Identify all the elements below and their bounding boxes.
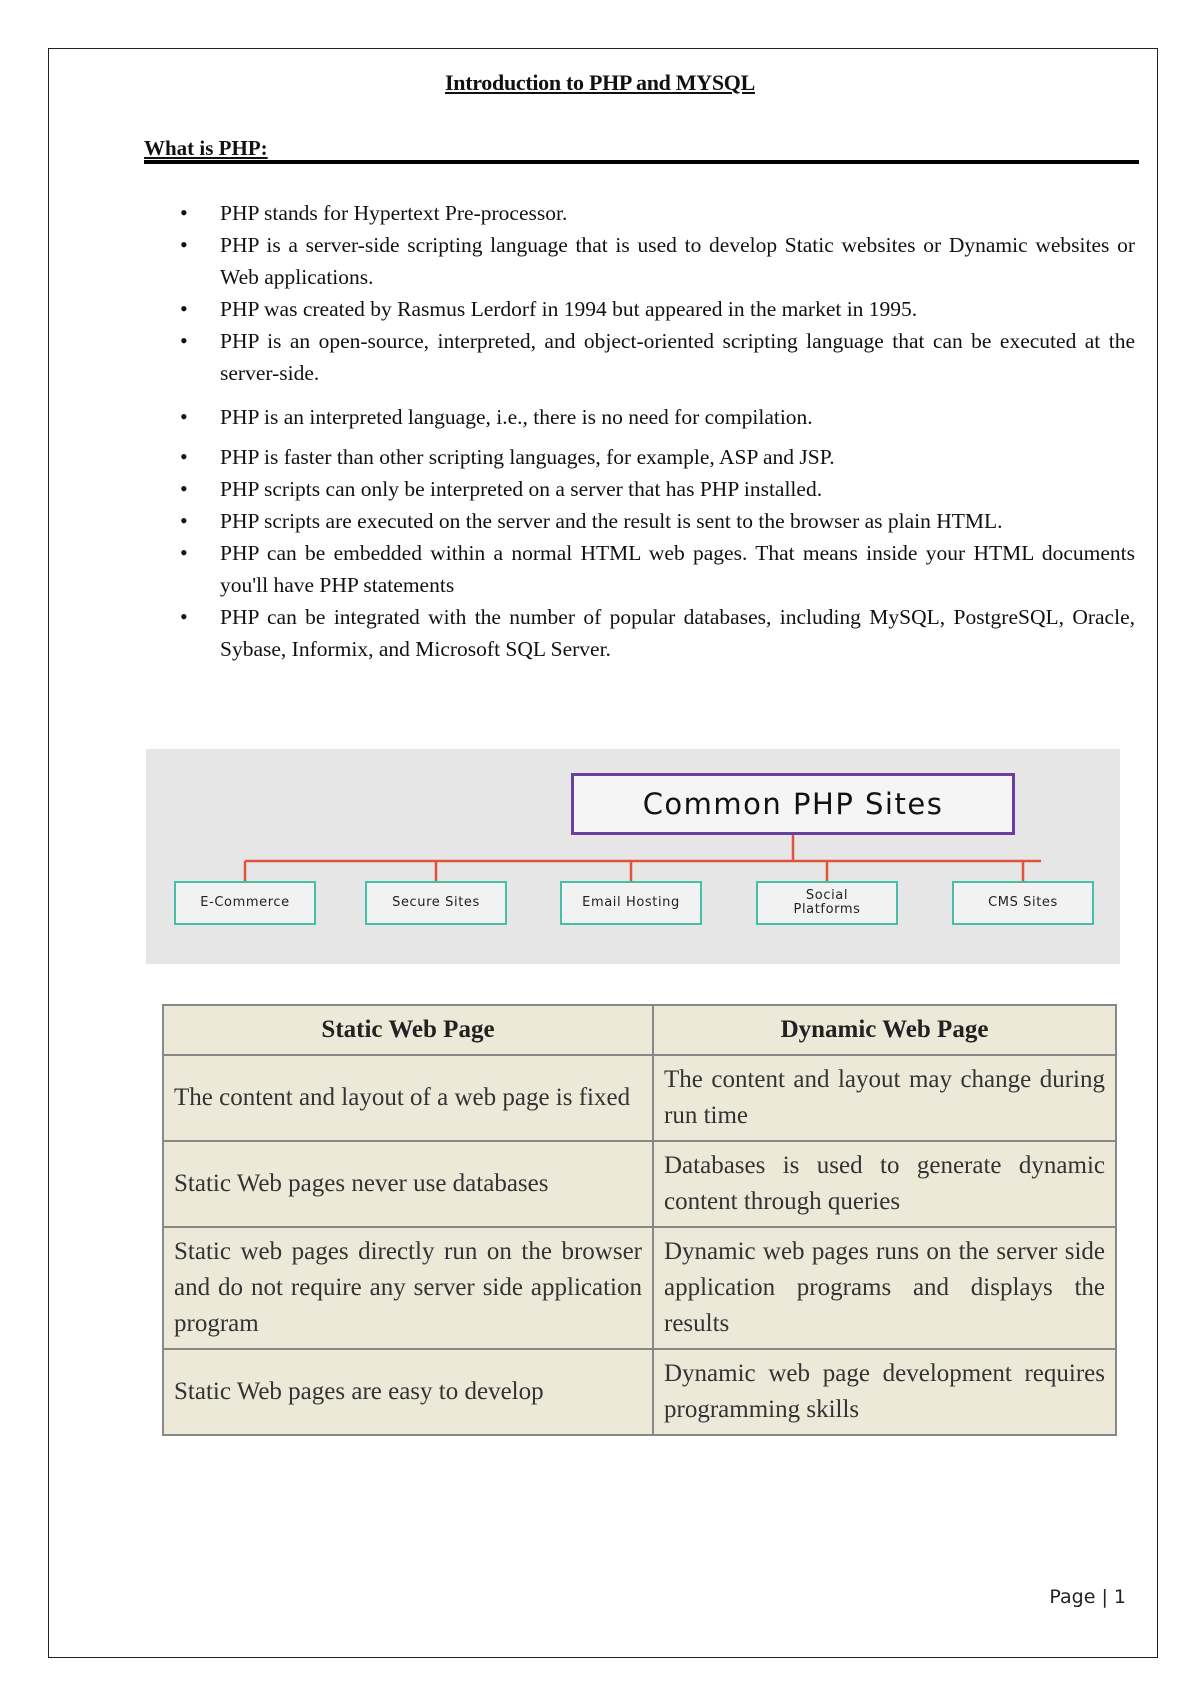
table-cell: Dynamic web pages runs on the server side application programs and displays the results	[653, 1227, 1116, 1349]
list-item: • PHP is an open-source, interpreted, and object-oriented scripting language that can be executed at the server-side.	[180, 325, 1135, 389]
site-box-social-platforms: Social Platforms	[756, 881, 898, 925]
table-cell: Static Web pages are easy to develop	[163, 1349, 653, 1435]
section-heading	[144, 136, 1139, 164]
table-cell: The content and layout of a web page is fixed	[163, 1055, 653, 1141]
column-header-static: Static Web Page	[163, 1005, 653, 1055]
table-header-row	[163, 1005, 1116, 1055]
list-item: • PHP can be embedded within a normal HTML web pages. That means inside your HTML documents you'll have PHP statements	[180, 537, 1135, 601]
page-number: Page | 1	[1049, 1586, 1126, 1608]
site-box-email-hosting: Email Hosting	[560, 881, 702, 925]
list-item: • PHP is an interpreted language, i.e., there is no need for compilation.	[180, 401, 1135, 433]
table-row	[163, 1227, 1116, 1349]
common-php-sites-diagram	[146, 749, 1120, 964]
list-item: • PHP scripts can only be interpreted on a server that has PHP installed.	[180, 473, 1135, 505]
list-item: • PHP is a server-side scripting language that is used to develop Static websites or Dynamic websites or Web applications.	[180, 229, 1135, 293]
table-cell: Dynamic web page development requires programming skills	[653, 1349, 1116, 1435]
list-item: • PHP can be integrated with the number of popular databases, including MySQL, PostgreSQL, Oracle, Sybase, Informix, and Microsoft SQL Server.	[180, 601, 1135, 665]
list-item: • PHP was created by Rasmus Lerdorf in 1994 but appeared in the market in 1995.	[180, 293, 1135, 325]
section-heading-text: What is PHP:	[144, 136, 268, 160]
document-title: Introduction to PHP and MYSQL	[445, 70, 755, 95]
table-row	[163, 1055, 1116, 1141]
list-item: • PHP is faster than other scripting languages, for example, ASP and JSP.	[180, 441, 1135, 473]
php-facts-list	[180, 197, 1135, 665]
list-item: • PHP scripts are executed on the server and the result is sent to the browser as plain HTML.	[180, 505, 1135, 537]
table-cell: The content and layout may change during run time	[653, 1055, 1116, 1141]
column-header-dynamic: Dynamic Web Page	[653, 1005, 1116, 1055]
diagram-title: Common PHP Sites	[571, 773, 1015, 835]
table-row	[163, 1349, 1116, 1435]
static-vs-dynamic-table	[162, 1004, 1117, 1436]
table-cell: Databases is used to generate dynamic content through queries	[653, 1141, 1116, 1227]
site-box-ecommerce: E-Commerce	[174, 881, 316, 925]
table-row	[163, 1141, 1116, 1227]
site-box-cms-sites: CMS Sites	[952, 881, 1094, 925]
table-cell: Static web pages directly run on the browser and do not require any server side application program	[163, 1227, 653, 1349]
site-box-secure-sites: Secure Sites	[365, 881, 507, 925]
list-item: • PHP stands for Hypertext Pre-processor.	[180, 197, 1135, 229]
table-cell: Static Web pages never use databases	[163, 1141, 653, 1227]
